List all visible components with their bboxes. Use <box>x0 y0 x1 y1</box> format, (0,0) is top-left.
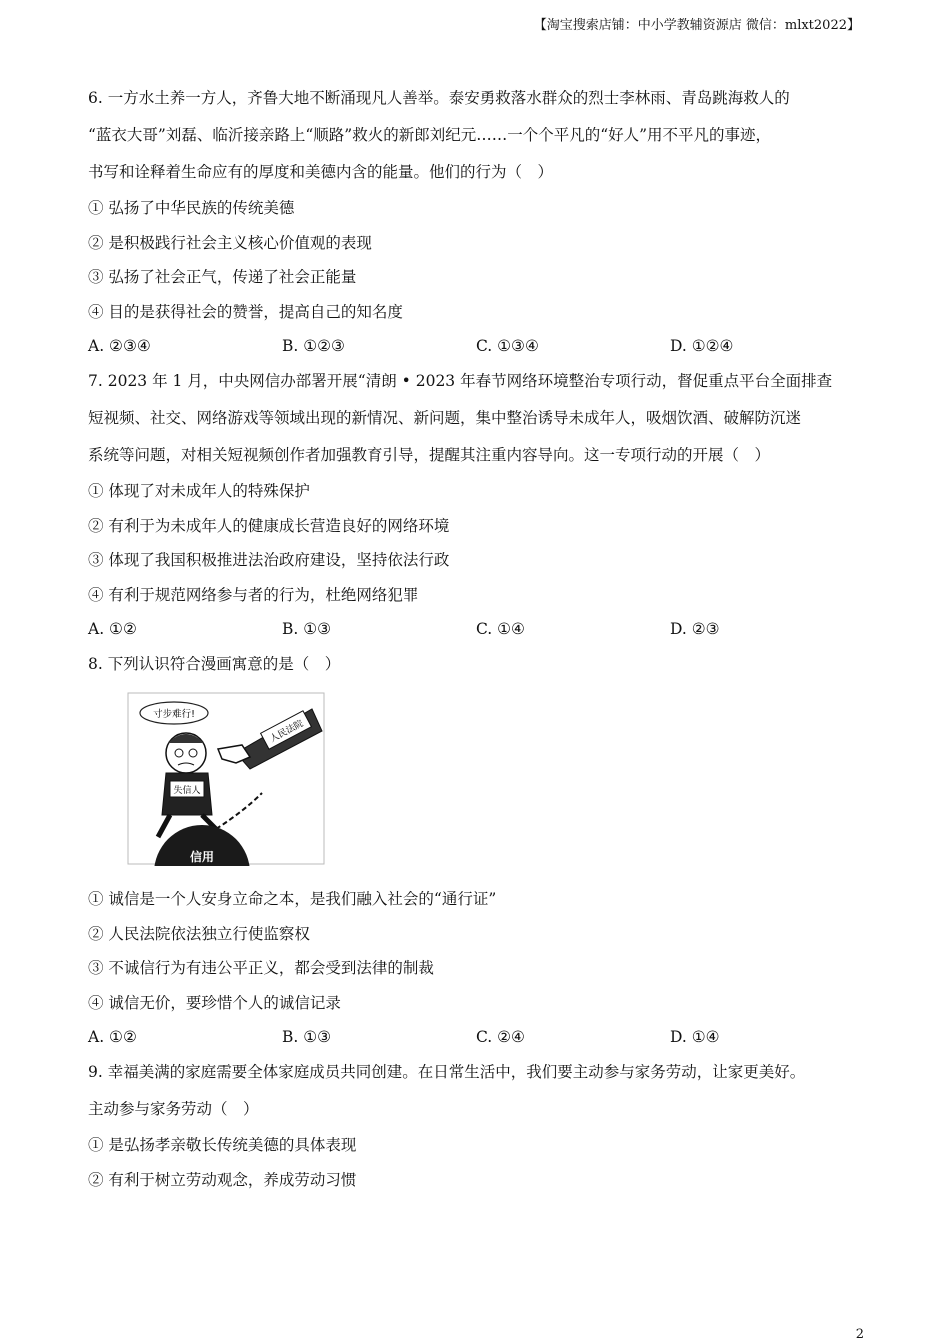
question-text-line: 8. 下列认识符合漫画寓意的是（ ） <box>88 655 341 673</box>
choice-c: C. ①③④ <box>476 337 539 355</box>
question-text-line: 7. 2023 年 1 月，中央网信办部署开展“清朗 • 2023 年春节网络环境整治专项行动，督促重点平台全面排查 <box>88 372 833 390</box>
question-6 <box>88 80 878 363</box>
statement-option: ② 是积极践行社会主义核心价值观的表现 <box>88 233 372 252</box>
sleeve-text: 人民法院 <box>268 718 306 745</box>
choice-d: D. ①④ <box>670 1028 720 1046</box>
statement-option: ③ 不诚信行为有违公平正义，都会受到法律的制裁 <box>88 959 434 977</box>
statement-option: ② 人民法院依法独立行使监察权 <box>88 924 310 943</box>
question-text-line: 书写和诠释着生命应有的厚度和美德内含的能量。他们的行为（ ） <box>88 163 554 181</box>
answer-choices <box>88 612 878 646</box>
statement-option: ① 体现了对未成年人的特殊保护 <box>88 482 310 500</box>
statement-option: ④ 目的是获得社会的赞誉，提高自己的知名度 <box>88 302 403 321</box>
ball-text: 信用 <box>189 850 215 864</box>
question-text-line: 6. 一方水土养一方人，齐鲁大地不断涌现凡人善举。泰安勇救落水群众的烈士李林雨、青岛跳海救人的 <box>88 89 790 107</box>
statement-option: ② 有利于树立劳动观念，养成劳动习惯 <box>88 1170 357 1189</box>
choice-d: D. ②③ <box>670 620 720 638</box>
statement-option: ④ 诚信无价，要珍惜个人的诚信记录 <box>88 993 341 1012</box>
bubble-text: 寸步难行! <box>153 709 195 720</box>
statement-option: ③ 弘扬了社会正气，传递了社会正能量 <box>88 268 357 286</box>
question-text-line: 短视频、社交、网络游戏等领域出现的新情况、新问题，集中整治诱导未成年人，吸烟饮酒、破解防沉迷 <box>88 409 802 427</box>
choice-b: B. ①②③ <box>282 337 345 355</box>
choice-a: A. ①② <box>88 620 137 638</box>
cartoon-illustration <box>126 691 326 866</box>
statement-option: ① 是弘扬孝亲敬长传统美德的具体表现 <box>88 1136 357 1154</box>
choice-c: C. ①④ <box>476 620 525 638</box>
question-8 <box>88 646 878 1054</box>
question-text-line: 系统等问题，对相关短视频创作者加强教育引导，提醒其注重内容导向。这一专项行动的开展（ ） <box>88 446 771 464</box>
page-header: 【淘宝搜索店铺：中小学教辅资源店 微信：mlxt2022】 <box>533 18 860 33</box>
question-text-line: “蓝衣大哥”刘磊、临沂接亲路上“顺路”救火的新郎刘纪元……一个个平凡的“好人”用不平凡的事迹， <box>88 126 772 144</box>
question-7 <box>88 363 878 646</box>
choice-c: C. ②④ <box>476 1028 525 1046</box>
page-number: 2 <box>855 1327 864 1342</box>
question-9 <box>88 1054 878 1197</box>
question-text-line: 9. 幸福美满的家庭需要全体家庭成员共同创建。在日常生活中，我们要主动参与家务劳动，让家更美好。 <box>88 1063 806 1081</box>
answer-choices <box>88 329 878 363</box>
choice-a: A. ②③④ <box>88 337 151 355</box>
statement-option: ④ 有利于规范网络参与者的行为，杜绝网络犯罪 <box>88 585 419 604</box>
shirt-text: 失信人 <box>173 786 201 796</box>
statement-option: ③ 体现了我国积极推进法治政府建设，坚持依法行政 <box>88 551 450 569</box>
choice-b: B. ①③ <box>282 1028 332 1046</box>
answer-choices <box>88 1020 878 1054</box>
choice-a: A. ①② <box>88 1028 137 1046</box>
choice-b: B. ①③ <box>282 620 332 638</box>
statement-option: ② 有利于为未成年人的健康成长营造良好的网络环境 <box>88 516 450 535</box>
question-list <box>88 80 878 1197</box>
cartoon-image <box>126 691 326 866</box>
question-text-line: 主动参与家务劳动（ ） <box>88 1100 259 1118</box>
choice-d: D. ①②④ <box>670 337 734 355</box>
statement-option: ① 诚信是一个人安身立命之本，是我们融入社会的“通行证” <box>88 890 497 908</box>
statement-option: ① 弘扬了中华民族的传统美德 <box>88 199 295 217</box>
